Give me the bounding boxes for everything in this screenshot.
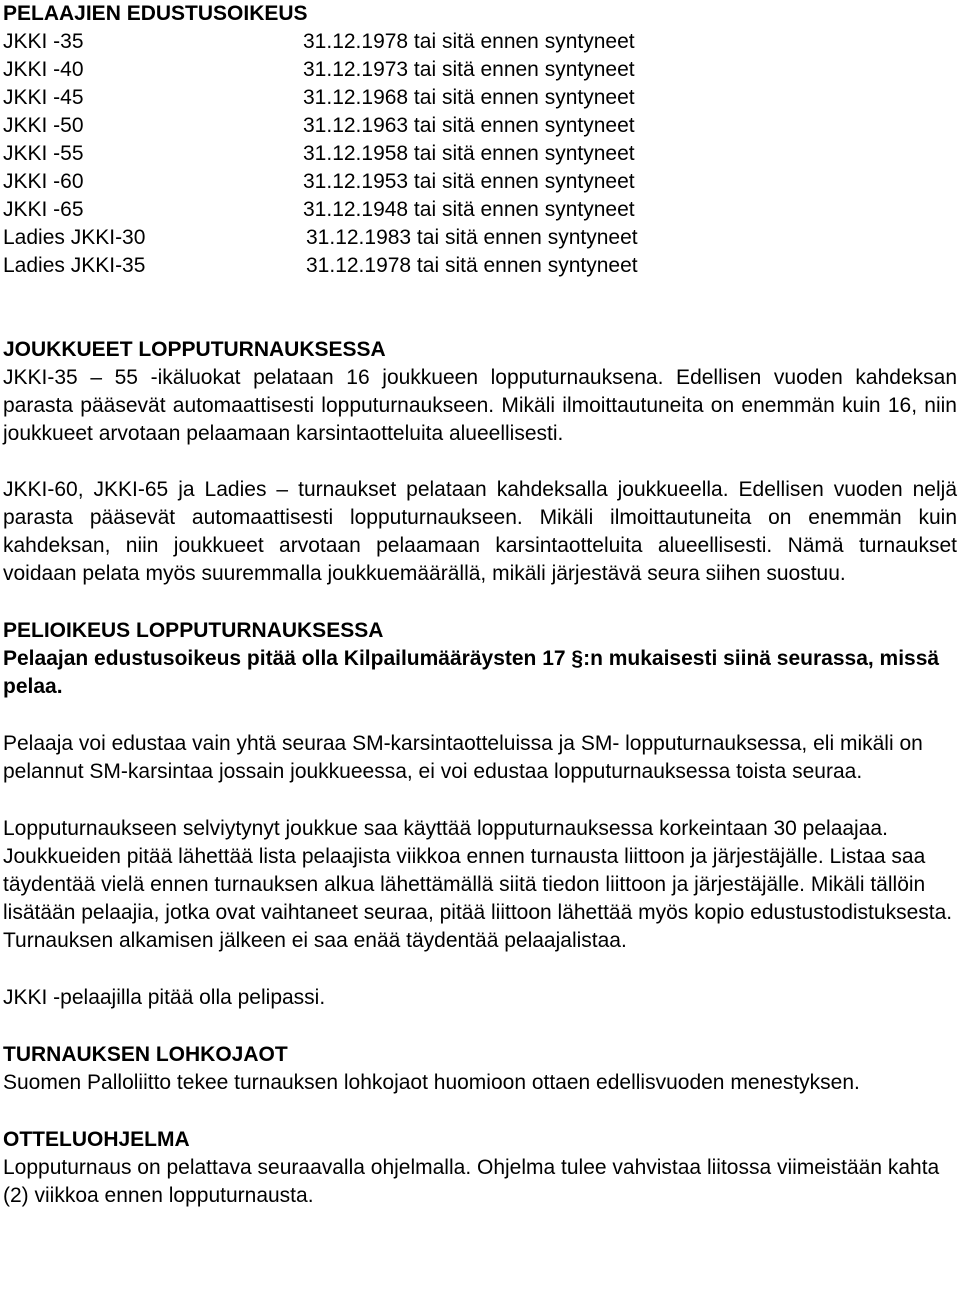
teams-title: JOUKKUEET LOPPUTURNAUKSESSA — [3, 338, 386, 361]
schedule-title: OTTELUOHJELMA — [3, 1128, 190, 1151]
eligibility-row — [3, 56, 723, 84]
playing-rights-statement: Pelaajan edustusoikeus pitää olla Kilpailumääräysten 17 §:n mukaisesti siinä seurassa, missä pelaa. — [3, 647, 940, 698]
eligibility-section — [3, 0, 723, 280]
birth-date-rule: 31.12.1958 tai sitä ennen syntyneet — [303, 142, 635, 165]
spacer — [3, 1097, 957, 1126]
birth-date-rule: 31.12.1983 tai sitä ennen syntyneet — [306, 226, 638, 249]
eligibility-row — [3, 252, 723, 280]
document-page — [3, 0, 957, 1210]
playing-rights-paragraph: Lopputurnaukseen selviytynyt joukkue saa käyttää lopputurnauksessa korkeintaan 30 pelaajaa. Joukkueiden pitää lähettää lista pelaajista viikkoa ennen turnausta liittoon ja järjestäjälle. Listaa saa täydentää vielä ennen turnauksen alkua lähettämällä siitä tiedon liittoon ja järjestäjälle. Mikäli tällöin lisätään pelaajia, jotka ovat vaihtaneet seuraa, pitää liittoon lähettää myös kopio edustustodistuksesta. Turnauksen alkamisen jälkeen ei saa enää täydentää pelaajalistaa. — [3, 817, 953, 952]
groups-title: TURNAUKSEN LOHKOJAOT — [3, 1043, 288, 1066]
schedule-paragraph: Lopputurnaus on pelattava seuraavalla ohjelmalla. Ohjelma tulee vahvistaa liitossa viimeistään kahta (2) viikkoa ennen lopputurnausta. — [3, 1156, 940, 1207]
eligibility-row — [3, 168, 723, 196]
playing-rights-paragraph: Pelaaja voi edustaa vain yhtä seuraa SM-karsintaotteluissa ja SM- lopputurnauksessa, eli mikäli on pelannut SM-karsintaa jossain joukkueessa, ei voi edustaa lopputurnauksessa toista seuraa. — [3, 732, 923, 783]
spacer — [3, 786, 957, 815]
spacer — [3, 448, 957, 476]
eligibility-row — [3, 140, 723, 168]
spacer — [3, 955, 957, 984]
eligibility-row — [3, 84, 723, 112]
groups-paragraph: Suomen Palloliitto tekee turnauksen lohkojaot huomioon ottaen edellisvuoden menestyksen. — [3, 1071, 860, 1094]
age-class-label: Ladies JKKI-35 — [3, 254, 146, 277]
spacer — [3, 280, 957, 336]
teams-paragraph: JKKI-60, JKKI-65 ja Ladies – turnaukset pelataan kahdeksalla joukkueella. Edellisen vuoden neljä parasta pääsevät automaattisesti lopputurnaukseen. Mikäli ilmoittautuneita on enemmän kuin kahdeksan, niin joukkueet arvotaan pelaamaan karsintaotteluita alueellisesti. Nämä turnaukset voidaan pelata myös suuremmalla joukkuemäärällä, mikäli järjestävä seura siihen suostuu. — [3, 478, 957, 585]
age-class-label: JKKI -65 — [3, 198, 84, 221]
birth-date-rule: 31.12.1973 tai sitä ennen syntyneet — [303, 58, 635, 81]
age-class-label: JKKI -35 — [3, 30, 84, 53]
age-class-label: JKKI -45 — [3, 86, 84, 109]
eligibility-row — [3, 196, 723, 224]
groups-section — [3, 1041, 957, 1097]
birth-date-rule: 31.12.1978 tai sitä ennen syntyneet — [306, 254, 638, 277]
eligibility-row — [3, 224, 723, 252]
teams-paragraph: JKKI-35 – 55 -ikäluokat pelataan 16 joukkueen lopputurnauksena. Edellisen vuoden kahdeksan parasta pääsevät automaattisesti lopputurnaukseen. Mikäli ilmoittautuneita on enemmän kuin 16, niin joukkueet arvotaan pelaamaan karsintaotteluita alueellisesti. — [3, 366, 957, 445]
playing-rights-section — [3, 617, 957, 1012]
birth-date-rule: 31.12.1948 tai sitä ennen syntyneet — [303, 198, 635, 221]
eligibility-row — [3, 28, 723, 56]
eligibility-row — [3, 112, 723, 140]
eligibility-title: PELAAJIEN EDUSTUSOIKEUS — [3, 2, 308, 25]
age-class-label: Ladies JKKI-30 — [3, 226, 146, 249]
age-class-label: JKKI -50 — [3, 114, 84, 137]
schedule-section — [3, 1126, 957, 1210]
spacer — [3, 588, 957, 617]
teams-section — [3, 336, 957, 588]
birth-date-rule: 31.12.1968 tai sitä ennen syntyneet — [303, 86, 635, 109]
playing-rights-title: PELIOIKEUS LOPPUTURNAUKSESSA — [3, 619, 384, 642]
spacer — [3, 701, 957, 730]
playing-rights-paragraph: JKKI -pelaajilla pitää olla pelipassi. — [3, 986, 326, 1009]
birth-date-rule: 31.12.1978 tai sitä ennen syntyneet — [303, 30, 635, 53]
birth-date-rule: 31.12.1963 tai sitä ennen syntyneet — [303, 114, 635, 137]
age-class-label: JKKI -40 — [3, 58, 84, 81]
birth-date-rule: 31.12.1953 tai sitä ennen syntyneet — [303, 170, 635, 193]
age-class-label: JKKI -60 — [3, 170, 84, 193]
spacer — [3, 1012, 957, 1041]
age-class-label: JKKI -55 — [3, 142, 84, 165]
